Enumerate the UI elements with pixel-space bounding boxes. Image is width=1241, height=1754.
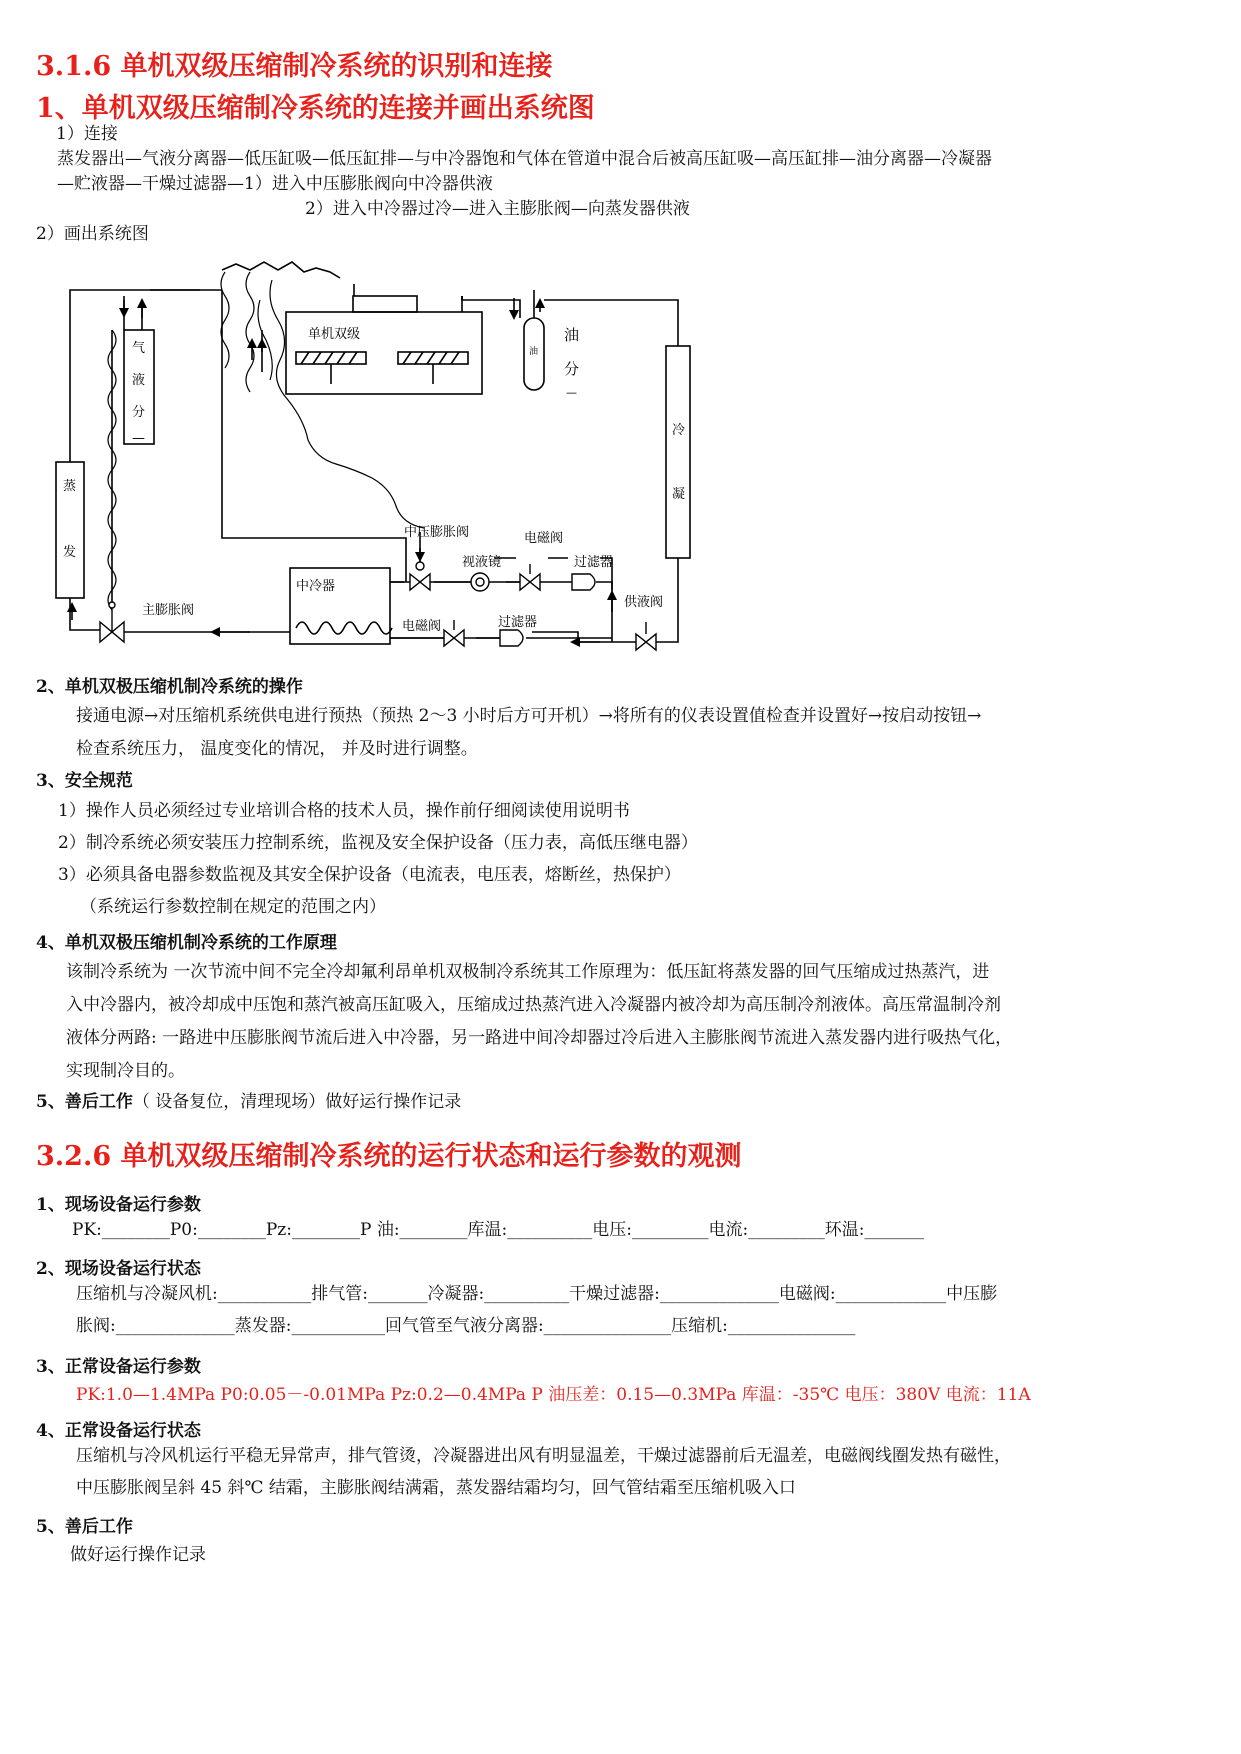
connect-line-2: —贮液器—干燥过滤器—1）进入中压膨胀阀向中冷器供液 [57, 174, 493, 194]
evaporator-label-2: 发 [63, 545, 77, 560]
oil-sep-label-1: 油 [564, 326, 580, 344]
normal-status-title: 4、正常设备运行状态 [36, 1421, 201, 1441]
subsection-1-title: 1、单机双级压缩制冷系统的连接并画出系统图 [36, 93, 595, 124]
filter-bottom-label: 过滤器 [498, 615, 538, 630]
compressor [286, 312, 482, 394]
safety-line-3: 3）必须具备电器参数监视及其安全保护设备（电流表，电压表，熔断丝，热保护） [58, 865, 681, 885]
filter-bottom [500, 630, 523, 646]
supply-valve-label: 供液阀 [624, 595, 664, 610]
supply-valve [636, 634, 656, 650]
principle-line-1: 该制冷系统为 一次节流中间不完全冷却氟利昂单机双极制冷系统其工作原理为：低压缸将蒸发器的回气压缩成过热蒸汽，进 [66, 962, 990, 982]
safety-line-4: （系统运行参数控制在规定的范围之内） [80, 897, 386, 917]
solenoid-top-label: 电磁阀 [524, 531, 564, 546]
operation-text [76, 700, 981, 766]
connect-line-1: 蒸发器出—气液分离器—低压缸吸—低压缸排—与中冷器饱和气体在管道中混合后被高压缸吸—高压缸排—油分离器—冷凝器 [57, 149, 992, 169]
principle-line-4: 实现制冷目的。 [66, 1061, 185, 1081]
system-diagram [0, 0, 1241, 680]
connect-label: 1）连接 [56, 124, 118, 144]
main-exp-valve-label: 主膨胀阀 [142, 603, 195, 618]
oil-sep-label-3: — [566, 386, 577, 399]
onsite-status-line-1: 压缩机与冷凝风机:___________排气管:_______冷凝器:__________干燥过滤器:______________电磁阀:_____________中压膨 [76, 1284, 998, 1304]
principle-line-3: 液体分两路: 一路进中压膨胀阀节流后进入中冷器，另一路进中间冷却器过冷后进入主膨胀阀节流进入蒸发器内进行吸热气化， [66, 1028, 1013, 1048]
aftercare-2-title: 5、善后工作 [36, 1517, 133, 1537]
safety-line-1: 1）操作人员必须经过专业培训合格的技术人员，操作前仔细阅读使用说明书 [58, 801, 630, 821]
aftercare-title: 5、善后工作 [36, 1092, 133, 1112]
condenser-label-2: 凝 [672, 487, 686, 502]
gas-liquid-sep-label-3: 分 [132, 405, 146, 420]
onsite-status-title: 2、现场设备运行状态 [36, 1259, 201, 1279]
normal-status-line-2: 中压膨胀阀呈斜 45 斜℃ 结霜，主膨胀阀结满霜，蒸发器结霜均匀，回气管结霜至压缩机吸入口 [76, 1478, 796, 1498]
normal-params-line: PK:1.0—1.4MPa P0:0.05－-0.01MPa Pz:0.2—0.4MPa P 油压差：0.15—0.3MPa 库温：-35℃ 电压：380V 电流：11A [76, 1385, 1031, 1405]
evaporator-label-1: 蒸 [63, 479, 77, 494]
solenoid-valve-top [520, 574, 540, 590]
sight-glass-label: 视液镜 [462, 555, 502, 570]
aftercare-2-text: 做好运行操作记录 [70, 1545, 206, 1565]
onsite-status-text [76, 1278, 997, 1342]
solenoid-bottom-label: 电磁阀 [402, 619, 442, 634]
mid-exp-valve-label: 中压膨胀阀 [404, 525, 470, 540]
aftercare-row [36, 1090, 461, 1114]
condenser [666, 346, 690, 558]
connect-line-3: 2）进入中冷器过冷—进入主膨胀阀—向蒸发器供液 [305, 199, 690, 219]
oil-sep-inner-label: 油 [529, 347, 539, 357]
gas-liquid-sep-label-2: 液 [132, 373, 146, 388]
solenoid-valve-bottom [444, 630, 464, 646]
condenser-label-1: 冷 [672, 423, 686, 438]
principle-line-2: 入中冷器内，被冷却成中压饱和蒸汽被高压缸吸入，压缩成过热蒸汽进入冷凝器内被冷却为高压制冷剂液体。高压常温制冷剂 [66, 995, 1001, 1015]
gas-liquid-sep-label-1: 气 [132, 341, 146, 356]
intercooler-label: 中冷器 [296, 579, 336, 594]
safety-title: 3、安全规范 [36, 771, 133, 791]
onsite-params-line: PK:________P0:________Pz:________P 油:________库温:__________电压:_________电流:_________环温:_______ [72, 1220, 924, 1240]
principle-title: 4、单机双极压缩机制冷系统的工作原理 [36, 933, 337, 953]
normal-params-title: 3、正常设备运行参数 [36, 1357, 201, 1377]
operation-line-2: 检查系统压力， 温度变化的情况， 并及时进行调整。 [76, 739, 478, 759]
normal-status-line-1: 压缩机与冷风机运行平稳无异常声，排气管烫，冷凝器进出风有明显温差，干燥过滤器前后无温差，电磁阀线圈发热有磁性， [76, 1446, 1011, 1466]
onsite-status-line-2: 胀阀:______________蒸发器:___________回气管至气液分离器:_______________压缩机:_______________ [76, 1316, 856, 1336]
principle-text [66, 956, 1012, 1088]
aftercare-text: （ 设备复位，清理现场）做好运行操作记录 [132, 1092, 462, 1112]
compressor-label: 单机双级 [308, 327, 361, 342]
normal-status-text [76, 1440, 1011, 1504]
section-3-1-6-title: 3.1.6 单机双级压缩制冷系统的识别和连接 [36, 51, 553, 82]
operation-line-1: 接通电源→对压缩机系统供电进行预热（预热 2～3 小时后方可开机）→将所有的仪表设置值检查并设置好→按启动按钮→ [76, 706, 982, 726]
filter-top [572, 574, 595, 590]
safety-line-2: 2）制冷系统必须安装压力控制系统，监视及安全保护设备（压力表，高低压继电器） [58, 833, 698, 853]
section-3-2-6-title: 3.2.6 单机双级压缩制冷系统的运行状态和运行参数的观测 [36, 1141, 742, 1172]
gas-liquid-sep-label-4: — [132, 431, 145, 446]
operation-title: 2、单机双极压缩机制冷系统的操作 [36, 677, 303, 697]
draw-label: 2）画出系统图 [36, 224, 149, 244]
oil-sep-label-2: 分 [564, 360, 580, 378]
onsite-params-title: 1、现场设备运行参数 [36, 1195, 201, 1215]
mid-expansion-valve [410, 574, 430, 590]
filter-top-label: 过滤器 [574, 555, 614, 570]
